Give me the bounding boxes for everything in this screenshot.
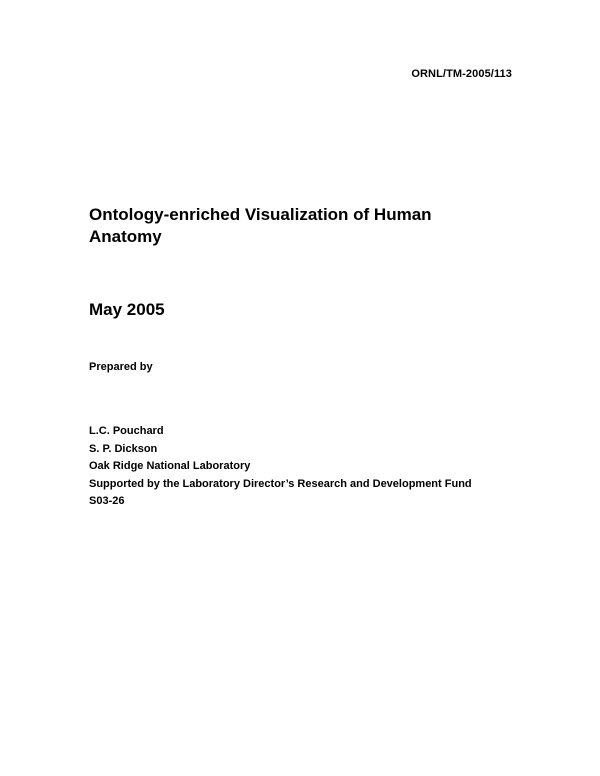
author-block bbox=[89, 423, 472, 511]
report-number: ORNL/TM-2005/113 bbox=[411, 68, 512, 80]
prepared-by-label: Prepared by bbox=[89, 361, 153, 373]
author-line: S. P. Dickson bbox=[89, 442, 158, 455]
project-code: S03-26 bbox=[89, 495, 125, 507]
publication-date: May 2005 bbox=[89, 300, 165, 319]
author-line: L.C. Pouchard bbox=[89, 425, 164, 437]
document-title: Ontology-enriched Visualization of Human Anatomy bbox=[89, 205, 432, 246]
affiliation-line: Oak Ridge National Laboratory bbox=[89, 460, 251, 472]
funding-line: Supported by the Laboratory Director’s Research and Development Fund bbox=[89, 477, 472, 490]
